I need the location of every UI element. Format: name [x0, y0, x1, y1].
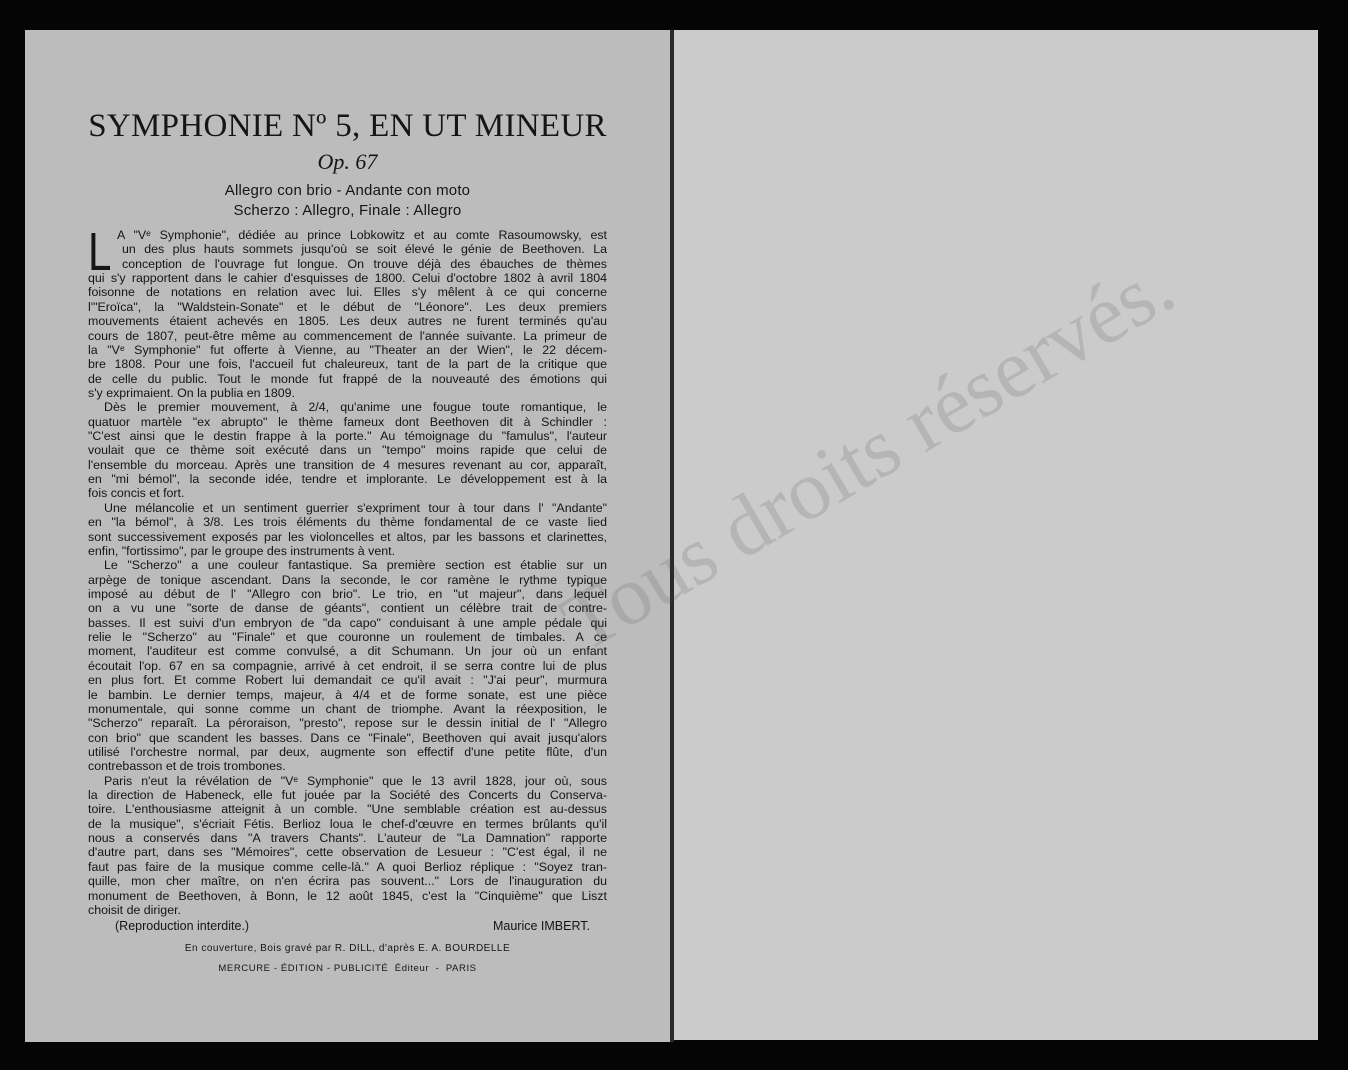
- article-line: moment, l'auditeur est comme convulsé, a dit Schumann. Un jour où un enfant: [88, 644, 607, 659]
- article-line: en plus fort. Et comme Robert lui demandait ce qu'il avait : "J'ai peur", murmura: [88, 673, 607, 688]
- article-line: mouvements étaient achevés en 1805. Les deux autres ne furent terminés qu'au: [88, 314, 607, 329]
- article-line: en "la bémol", à 3/8. Les trois éléments du thème fondamental de ce vaste lied: [88, 515, 607, 530]
- article-line: con brio" que scandent les basses. Dans ce "Finale", Beethoven qui avait jusqu'alors: [88, 730, 607, 745]
- article-line: quatuor martèle "ex abrupto" le thème fameux dont Beethoven dit à Schindler :: [88, 414, 607, 429]
- article-line: nous a conservés dans "A travers Chants". L'auteur de "La Damnation" rapporte: [88, 831, 607, 846]
- article-body: [88, 222, 607, 917]
- article-line: arpège de tonique ascendant. Dans la seconde, le cor ramène le rythme typique: [88, 572, 607, 587]
- paragraph: [88, 228, 607, 400]
- article-line: monumentale, qui sonne comme un chant de triomphe. Avant la réexposition, le: [88, 701, 607, 716]
- article-line: "C'est ainsi que le destin frappe à la porte." Au témoignage du "famulus", l'auteur: [88, 429, 607, 444]
- article-line: basses. Il est suivi d'un embryon de "da capo" conduisant à une ample pédale qui: [88, 615, 607, 630]
- article-line: Dès le premier mouvement, à 2/4, qu'anime une fougue toute romantique, le: [104, 400, 607, 415]
- article-line: d'autre part, dans ses "Mémoires", cette observation de Lesueur : "C'est égal, il ne: [88, 845, 607, 860]
- article-line: foisonne de notations en relation avec lui. Elles s'y mêlent à ce qui concerne: [88, 285, 607, 300]
- left-page: [25, 30, 670, 1042]
- article-line: la direction de Habeneck, elle fut jouée par la Société des Concerts du Conserva-: [88, 788, 607, 803]
- article-line: choisit de diriger.: [88, 902, 181, 917]
- article-line: imposé au début de l' "Allegro con brio". Le trio, en "ut majeur", dans lequel: [88, 586, 607, 601]
- article-line: utilisé l'orchestre normal, par deux, augmente son effectif d'une petite flûte, d'un: [88, 744, 607, 759]
- article-line: cours de 1807, peut-être même au commencement de l'année suivante. La primeur de: [88, 328, 607, 343]
- article-line: l'"Eroïca", la "Waldstein-Sonate" et le début de "Léonore". Les deux premiers: [88, 299, 607, 314]
- drop-cap: L: [88, 222, 112, 282]
- article-line: de la musique", s'écriait Fétis. Berlioz loua le chef-d'œuvre en termes brûlants qu'il: [88, 816, 607, 831]
- article-line: A "Vᵉ Symphonie", dédiée au prince Lobkowitz et au comte Rasoumowsky, est: [117, 228, 607, 242]
- paragraph: [88, 558, 607, 773]
- article-line: faut pas faire de la musique comme celle-là." A quoi Berlioz réplique : "Soyez tran-: [88, 859, 607, 874]
- page-title: SYMPHONIE Nº 5, EN UT MINEUR: [88, 108, 607, 144]
- article-line: de celle du public. Tout le monde fut frappé de la nouveauté des émotions qui: [88, 371, 607, 386]
- article-line: écoutait l'op. 67 en sa compagnie, arrivé à cet endroit, il se serra contre lui de plus: [88, 658, 607, 673]
- article-line: toire. L'enthousiasme atteignit à un comble. "Une semblable création est au-dessus: [88, 802, 607, 817]
- article-line: quille, mon cher maître, on n'en écrira pas souvent..." Lors de l'inauguration du: [88, 874, 607, 889]
- paragraph: [88, 501, 607, 558]
- movements-line: Scherzo : Allegro, Finale : Allegro: [233, 202, 462, 219]
- opus-number: Op. 67: [317, 149, 378, 174]
- article-line: voulait que ce thème soit exécuté dans un "tempo" moins rapide que celui de: [88, 443, 607, 458]
- article-line: Une mélancolie et un sentiment guerrier s'expriment tour à tour dans l' "Andante": [104, 500, 607, 515]
- article-line: Le "Scherzo" a une couleur fantastique. Sa première section est établie sur un: [104, 558, 607, 573]
- article-line: Paris n'eut la révélation de "Vᵉ Symphonie" que le 13 avril 1828, jour où, sous: [104, 773, 607, 788]
- article-line: le bambin. Le dernier temps, majeur, à 4/4 et de forme sonate, est une pièce: [88, 687, 607, 702]
- paragraph: [88, 400, 607, 501]
- author-signature: Maurice IMBERT.: [492, 919, 590, 933]
- publisher-line: MERCURE - ÉDITION - PUBLICITÉ Éditeur - PARIS: [218, 963, 477, 974]
- article-line: relie le "Scherzo" au "Finale" et que couronne un roulement de timbales. A ce: [88, 630, 607, 645]
- article-line: conception de l'ouvrage fut longue. On trouve déjà des ébauches de thèmes: [122, 256, 607, 271]
- article-line: la "Vᵉ Symphonie" fut offerte à Vienne, au "Theater an der Wien", le 22 décem-: [88, 342, 607, 357]
- movements-line: Allegro con brio - Andante con moto: [224, 182, 471, 199]
- article-line: en "mi bémol", la seconde idée, tendre et implorante. Le développement est à la: [88, 472, 607, 487]
- cover-credit: En couverture, Bois gravé par R. DILL, d'après E. A. BOURDELLE: [184, 943, 511, 954]
- article-line: contrebasson et de trois trombones.: [88, 759, 286, 774]
- paragraph: [88, 774, 607, 918]
- article-line: monument de Beethoven, à Bonn, le 12 août 1845, c'est la "Cinquième" que Liszt: [88, 888, 607, 903]
- article-line: bre 1808. Pour une fois, l'accueil fut chaleureux, tant de la part de la critique que: [88, 357, 607, 372]
- article-line: sont successivement exposés par les violoncelles et altos, par les bassons et clarinettes,: [88, 529, 607, 544]
- article-line: enfin, "fortissimo", par le groupe des instruments à vent.: [88, 543, 396, 558]
- article-line: l'ensemble du morceau. Après une transition de 4 mesures revenant au cor, apparaît,: [88, 457, 607, 472]
- article-line: qui s'y rapportent dans le cahier d'esquisses de 1800. Celui d'octobre 1802 à avril 1804: [88, 271, 607, 286]
- article-line: "Scherzo" reparaît. La péroraison, "presto", repose sur le dessin initial de l' "Allegro: [88, 716, 607, 731]
- article-line: on a vu une "sorte de danse de géants", contient un célèbre trait de contre-: [88, 601, 607, 616]
- right-page: [674, 30, 1318, 1040]
- article-line: s'y exprimaient. On la publia en 1809.: [88, 385, 295, 400]
- article-line: fois concis et fort.: [88, 486, 185, 501]
- article-line: un des plus hauts sommets jusqu'où se soit élevé le génie de Beethoven. La: [122, 242, 607, 257]
- reproduction-notice: (Reproduction interdite.): [115, 919, 250, 933]
